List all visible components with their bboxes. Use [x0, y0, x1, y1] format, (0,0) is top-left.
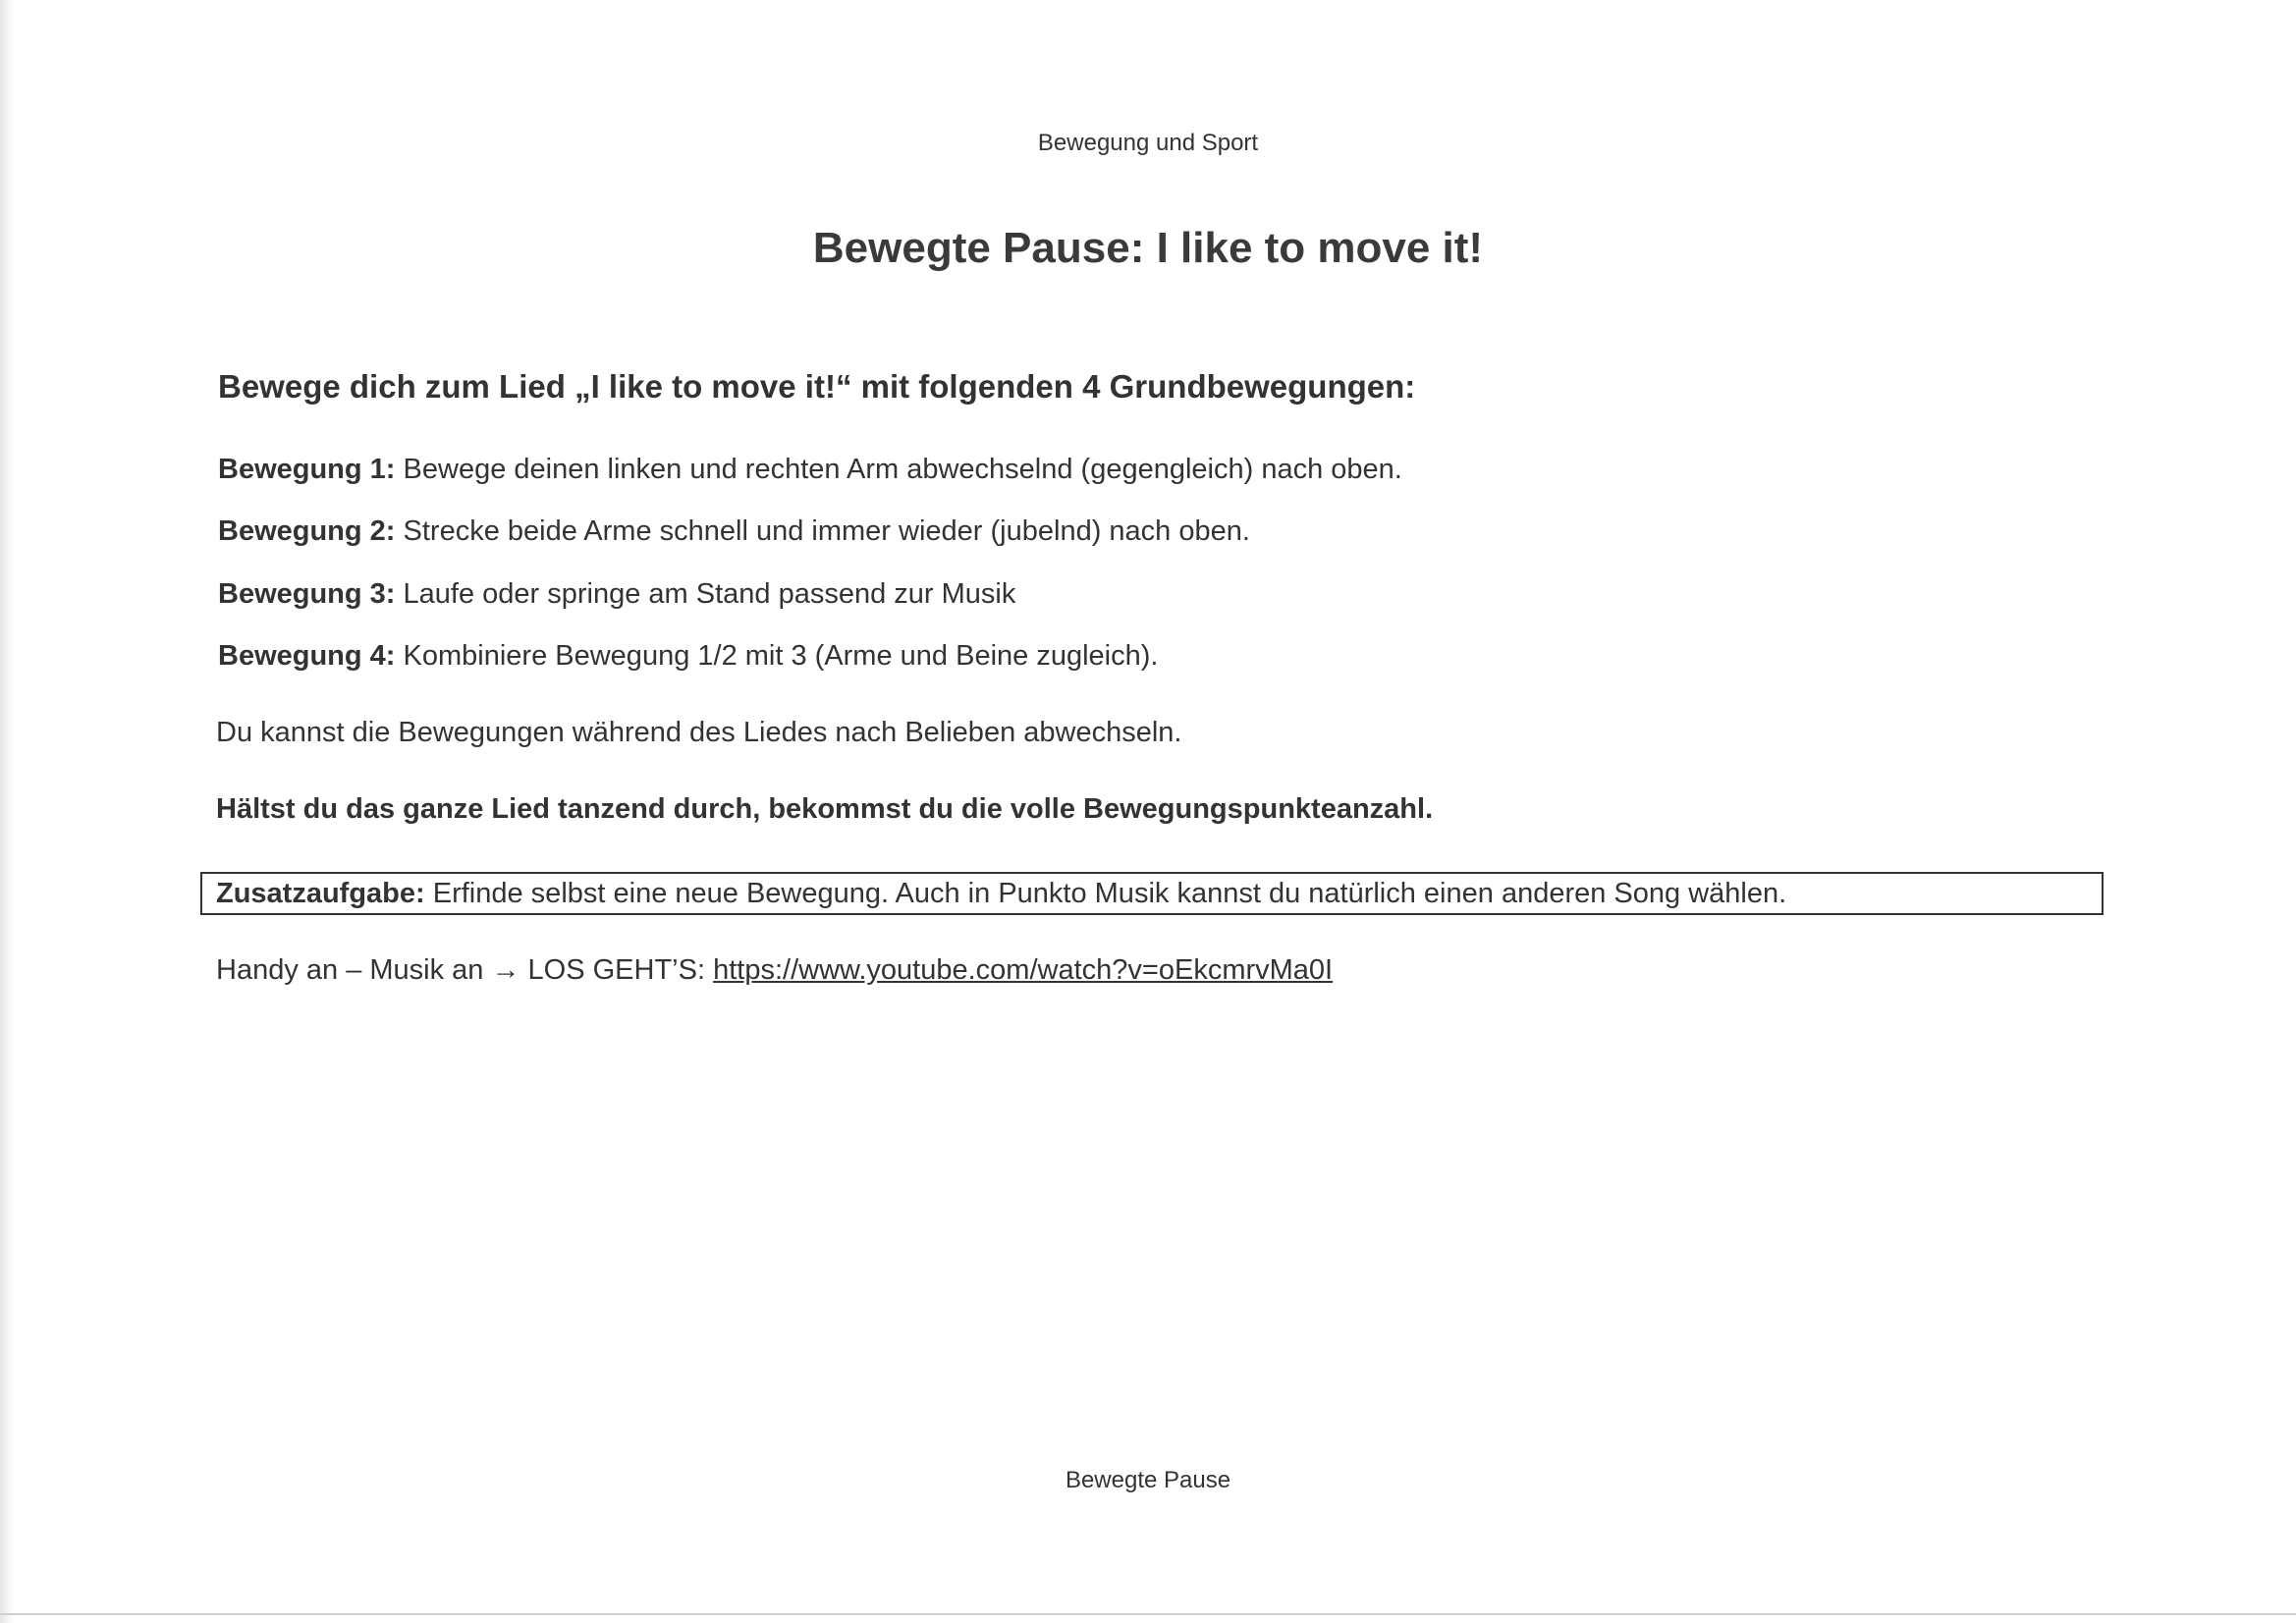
intro-heading: Bewege dich zum Lied „I like to move it!“ mit folgenden 4 Grundbewegungen:: [218, 368, 1416, 405]
note-paragraph: Du kannst die Bewegungen während des Liedes nach Belieben abwechseln.: [216, 717, 1182, 748]
page-title: Bewegte Pause: I like to move it!: [812, 224, 1484, 272]
movement-1: [218, 454, 1402, 486]
link-line: [216, 954, 1333, 987]
movement-1-text: Bewege deinen linken und rechten Arm abwechselnd (gegengleich) nach oben.: [395, 454, 1402, 485]
youtube-link[interactable]: https://www.youtube.com/watch?v=oEkcmrvMa0I: [713, 954, 1334, 986]
extra-task-box: [200, 872, 2104, 915]
movement-2-text: Strecke beide Arme schnell und immer wieder (jubelnd) nach oben.: [395, 515, 1250, 547]
movement-4-label: Bewegung 4:: [218, 640, 396, 672]
movement-3: [218, 578, 1015, 611]
extra-task-text: Erfinde selbst eine neue Bewegung. Auch in Punkto Musik kannst du natürlich einen anderen Song wählen.: [424, 878, 1787, 909]
link-prefix: Handy an – Musik an → LOS GEHT’S:: [216, 954, 714, 986]
movement-1-label: Bewegung 1:: [218, 454, 396, 485]
bold-note-paragraph: Hältst du das ganze Lied tanzend durch, bekommst du die volle Bewegungspunkteanzahl.: [216, 793, 1434, 825]
movement-3-label: Bewegung 3:: [218, 578, 396, 610]
movement-4-text: Kombiniere Bewegung 1/2 mit 3 (Arme und Beine zugleich).: [395, 640, 1159, 672]
movement-2-label: Bewegung 2:: [218, 515, 396, 547]
extra-task-label: Zusatzaufgabe:: [216, 878, 425, 909]
page-footer: Bewegte Pause: [1065, 1467, 1231, 1493]
movement-3-text: Laufe oder springe am Stand passend zur Musik: [395, 578, 1016, 610]
page-header: Bewegung und Sport: [1037, 130, 1259, 156]
movement-2: [218, 515, 1250, 548]
scan-bottom-line: [0, 1613, 2296, 1615]
movement-4: [218, 640, 1158, 673]
